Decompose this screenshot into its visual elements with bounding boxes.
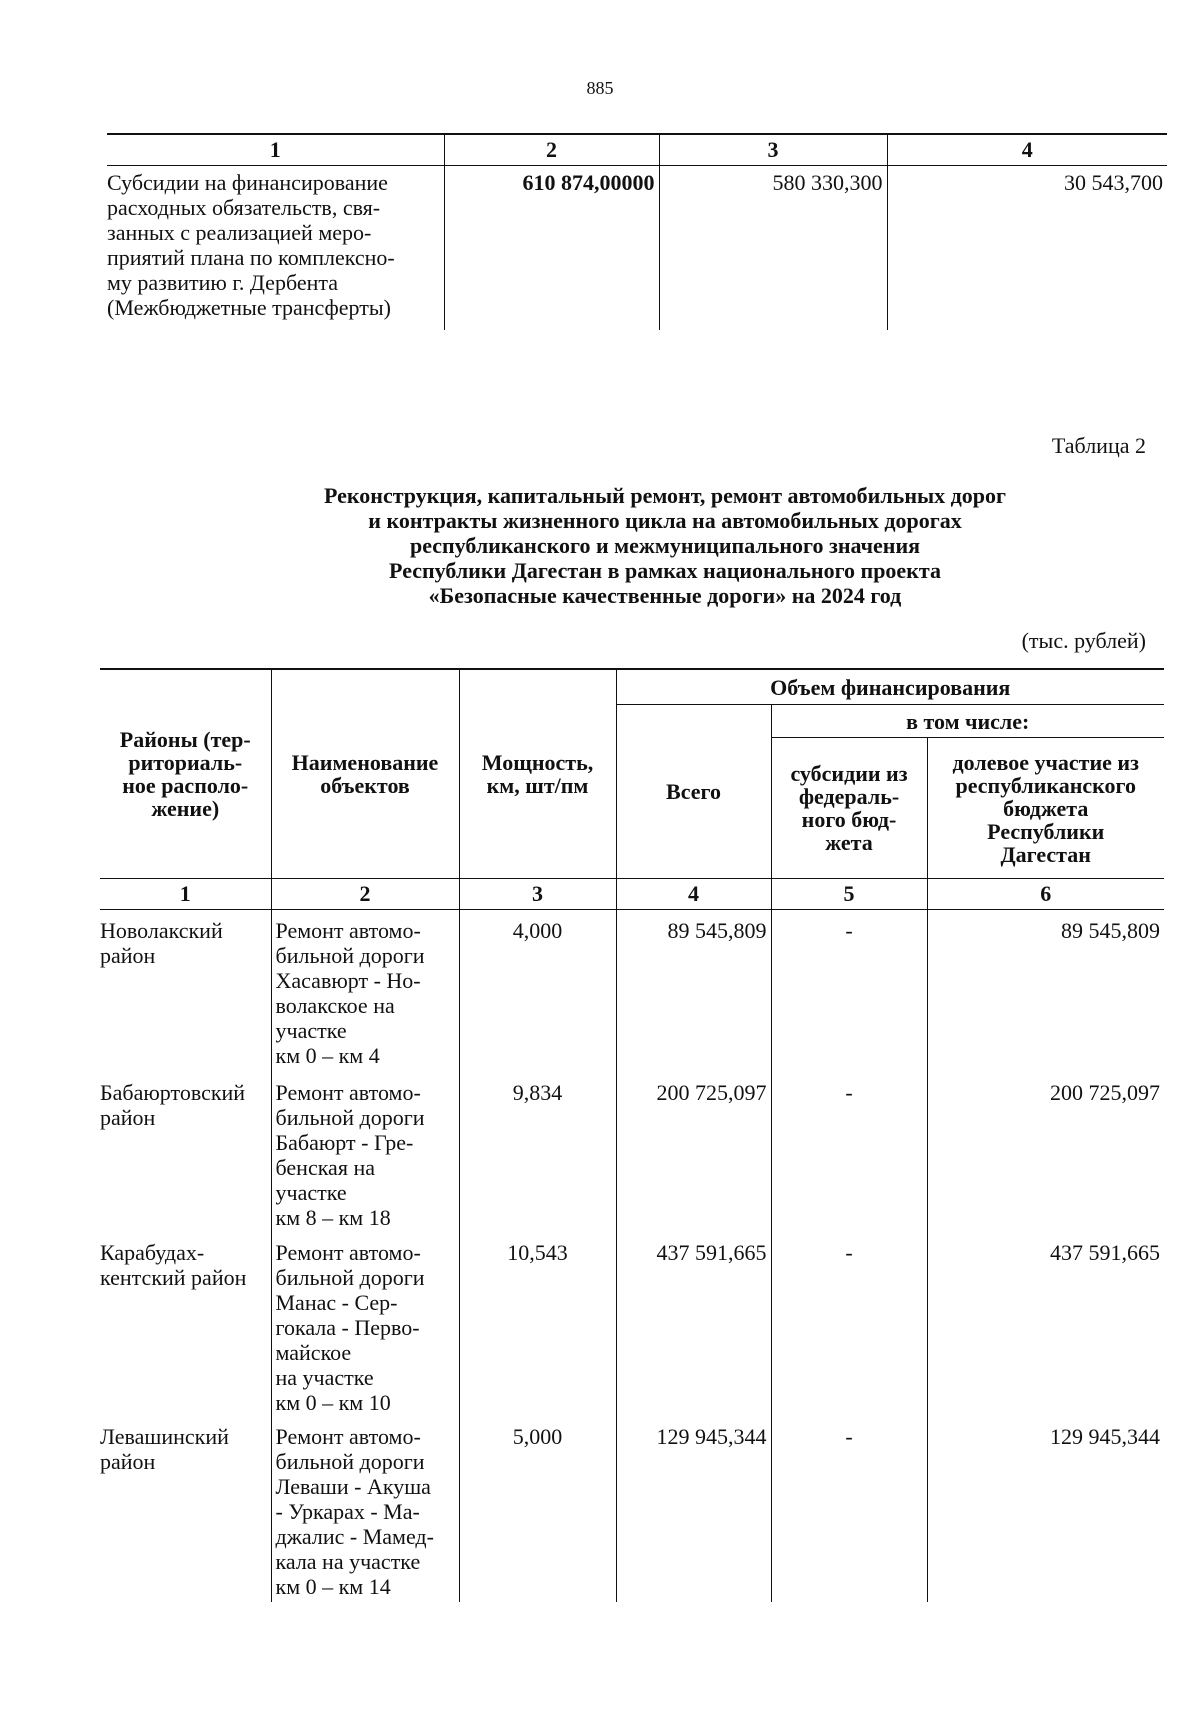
column-number: 2 — [444, 134, 659, 166]
text-line: занных с реализацией меро- — [107, 220, 372, 245]
header-including: в том числе: — [771, 705, 1164, 738]
district-cell — [100, 910, 271, 1073]
header-line: км, шт/пм — [486, 773, 589, 798]
object-cell — [271, 910, 459, 1073]
text-line: Левашинский — [100, 1424, 229, 1449]
text-line: Ремонт автомо- — [275, 1240, 421, 1265]
units-note: (тыс. рублей) — [1021, 628, 1146, 653]
column-number: 3 — [459, 879, 616, 910]
table-1-column-numbers — [107, 134, 1167, 166]
page-number: 885 — [586, 78, 614, 98]
object-cell — [271, 1416, 459, 1602]
header-line: бюджета — [1003, 795, 1089, 821]
capacity-cell: 4,000 — [459, 910, 616, 1073]
republic-cell: 200 725,097 — [927, 1072, 1164, 1232]
table-row — [100, 910, 1164, 1073]
republic-cell: 89 545,809 — [927, 910, 1164, 1073]
header-line: федераль- — [798, 784, 900, 809]
title-line: Реконструкция, капитальный ремонт, ремонт автомобильных дорог — [323, 483, 1007, 508]
federal-cell: - — [771, 910, 927, 1073]
header-line: Республики — [987, 818, 1105, 844]
title-line: республиканского и межмуниципального значения — [409, 533, 921, 558]
header-federal-subsidies — [771, 738, 927, 879]
header-line: субсидии из — [790, 761, 908, 786]
column-number: 1 — [100, 879, 271, 910]
column-numbers-row — [100, 879, 1164, 910]
text-line: бильной дороги — [275, 943, 425, 968]
text-line: Ремонт автомо- — [275, 1080, 421, 1105]
table-title — [0, 483, 1200, 608]
text-line: Ремонт автомо- — [275, 1424, 421, 1449]
column-number: 3 — [659, 134, 887, 166]
republic-cell: 437 591,665 — [927, 1232, 1164, 1416]
text-line: волакское на — [275, 993, 395, 1018]
text-line: бильной дороги — [275, 1449, 425, 1474]
capacity-cell: 9,834 — [459, 1072, 616, 1232]
federal-cell: - — [771, 1416, 927, 1602]
text-line: Субсидии на финансирование — [107, 170, 388, 195]
header-object-name — [271, 669, 459, 879]
text-line: джалис - Мамед- — [275, 1524, 434, 1549]
title-line: «Безопасные качественные дороги» на 2024 год — [428, 583, 902, 608]
text-line: Бабаюртовский — [100, 1080, 246, 1105]
title-line: Республики Дагестан в рамках национального проекта — [389, 558, 941, 583]
text-line: район — [100, 1449, 156, 1474]
district-cell — [100, 1232, 271, 1416]
column-number: 1 — [107, 134, 444, 166]
text-line: бенская на — [275, 1155, 375, 1180]
table-2 — [100, 668, 1164, 1602]
object-cell — [271, 1072, 459, 1232]
header-line: республиканского — [955, 772, 1136, 798]
table-row — [100, 1416, 1164, 1602]
text-line: км 0 – км 10 — [275, 1390, 391, 1415]
district-cell — [100, 1416, 271, 1602]
text-line: расходных обязательств, свя- — [107, 195, 381, 220]
text-line: район — [100, 943, 156, 968]
text-line: на участке — [275, 1365, 374, 1390]
text-line: бильной дороги — [275, 1265, 425, 1290]
total-cell: 437 591,665 — [616, 1232, 771, 1416]
row-col3: 580 330,300 — [659, 166, 887, 331]
row-col4: 30 543,700 — [887, 166, 1167, 331]
header-line: жета — [825, 830, 873, 855]
header-row-1 — [100, 669, 1164, 705]
text-line: Бабаюрт - Гре- — [275, 1130, 414, 1155]
header-line: объектов — [320, 773, 410, 798]
header-line: жение) — [151, 796, 220, 821]
text-line: Хасавюрт - Но- — [275, 968, 421, 993]
text-line: приятий плана по комплексно- — [107, 245, 395, 270]
republic-cell: 129 945,344 — [927, 1416, 1164, 1602]
total-cell: 89 545,809 — [616, 910, 771, 1073]
header-line: риториаль- — [128, 750, 243, 775]
text-line: км 0 – км 14 — [275, 1574, 391, 1599]
capacity-cell: 10,543 — [459, 1232, 616, 1416]
table-row — [107, 166, 1167, 331]
column-number: 2 — [271, 879, 459, 910]
column-number: 4 — [887, 134, 1167, 166]
header-total: Всего — [616, 705, 771, 879]
column-number: 6 — [927, 879, 1164, 910]
capacity-cell: 5,000 — [459, 1416, 616, 1602]
header-republic-share — [927, 738, 1164, 879]
text-line: участке — [275, 1180, 347, 1205]
header-funding-volume: Объем финансирования — [616, 669, 1164, 705]
federal-cell: - — [771, 1072, 927, 1232]
title-line: и контракты жизненного цикла на автомобильных дорогах — [368, 508, 962, 533]
text-line: - Уркарах - Ма- — [275, 1499, 420, 1524]
text-line: Манас - Сер- — [275, 1290, 398, 1315]
text-line: кала на участке — [275, 1549, 421, 1574]
text-line: Леваши - Акуша — [275, 1474, 431, 1499]
column-number: 4 — [616, 879, 771, 910]
text-line: (Межбюджетные трансферты) — [107, 295, 391, 320]
object-cell — [271, 1232, 459, 1416]
header-line: ного бюд- — [801, 807, 897, 832]
text-line: Карабудах- — [100, 1240, 205, 1265]
header-line: Наименование — [291, 750, 439, 775]
text-line: участке — [275, 1018, 347, 1043]
header-line: ное располо- — [122, 773, 249, 798]
column-number: 5 — [771, 879, 927, 910]
text-line: майское — [275, 1340, 352, 1365]
total-cell: 129 945,344 — [616, 1416, 771, 1602]
total-cell: 200 725,097 — [616, 1072, 771, 1232]
text-line: км 8 – км 18 — [275, 1205, 391, 1230]
row-total: 610 874,00000 — [444, 166, 659, 331]
header-district — [100, 669, 271, 879]
table-1-continuation — [107, 133, 1167, 330]
table-label: Таблица 2 — [1051, 433, 1146, 458]
text-line: бильной дороги — [275, 1105, 425, 1130]
text-line: гокала - Перво- — [275, 1315, 420, 1340]
header-line: Мощность, — [481, 750, 594, 775]
federal-cell: - — [771, 1232, 927, 1416]
text-line: Новолакский — [100, 918, 223, 943]
text-line: км 0 – км 4 — [275, 1043, 380, 1068]
header-capacity — [459, 669, 616, 879]
district-cell — [100, 1072, 271, 1232]
table-row — [100, 1232, 1164, 1416]
text-line: кентский район — [100, 1265, 247, 1290]
text-line: Ремонт автомо- — [275, 918, 421, 943]
text-line: му развитию г. Дербента — [107, 270, 339, 295]
table-row — [100, 1072, 1164, 1232]
header-line: долевое участие из — [952, 749, 1139, 775]
text-line: район — [100, 1105, 156, 1130]
row-name — [107, 166, 444, 331]
header-line: Дагестан — [1000, 841, 1091, 867]
header-line: Районы (тер- — [119, 727, 251, 752]
